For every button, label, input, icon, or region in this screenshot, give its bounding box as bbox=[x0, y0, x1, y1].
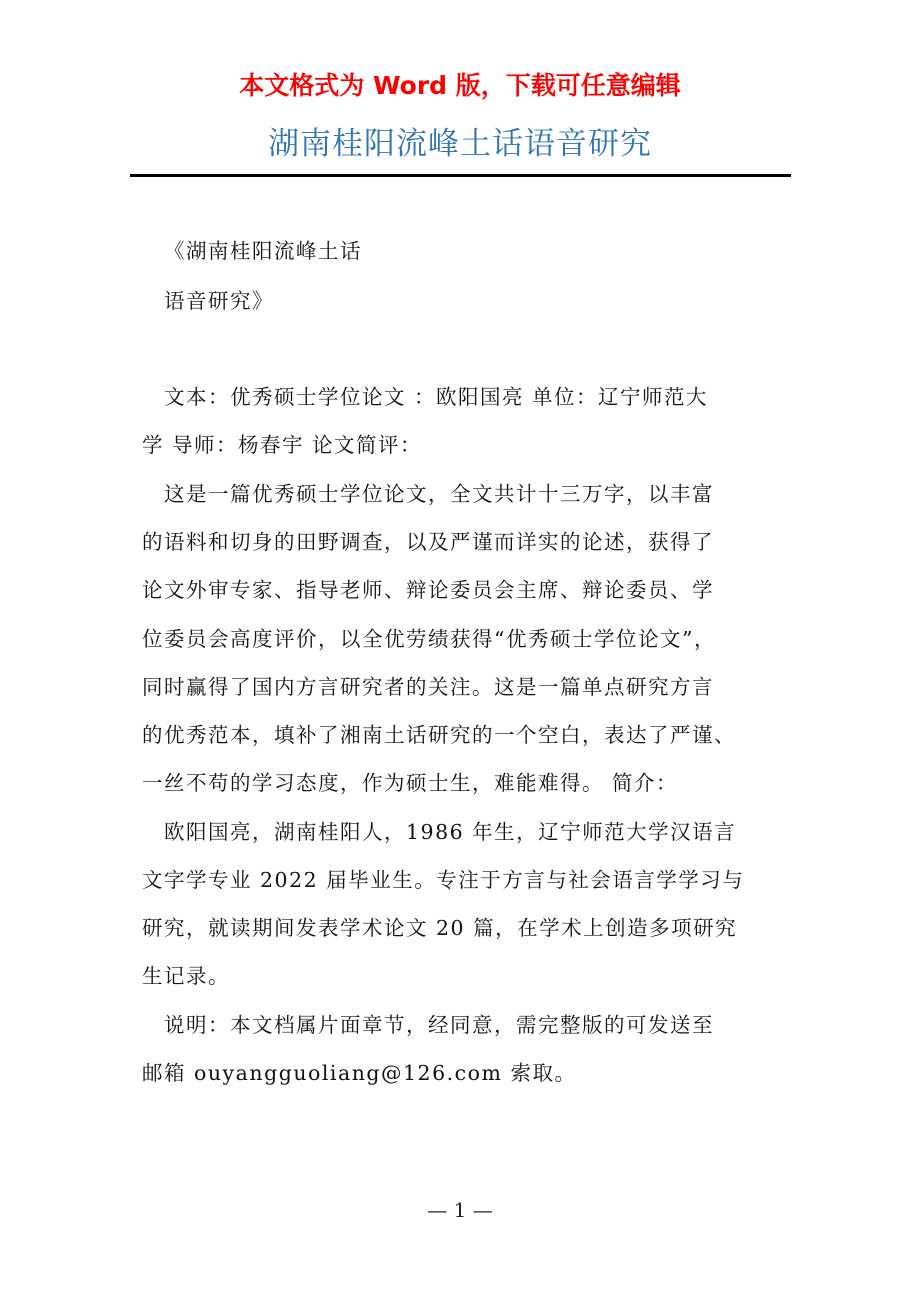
review-line: 同时赢得了国内方言研究者的关注。这是一篇单点研究方言 bbox=[142, 675, 714, 699]
bio-line: 文字学专业 2022 届毕业生。专注于方言与社会语言学学习与 bbox=[142, 868, 745, 892]
book-title-line: 语音研究》 bbox=[164, 289, 274, 313]
bio-line: 研究，就读期间发表学术论文 20 篇，在学术上创造多项研究 bbox=[142, 916, 738, 940]
note-line: 说明：本文档属片面章节，经同意，需完整版的可发送至 bbox=[164, 1013, 714, 1037]
review-line: 位委员会高度评价，以全优劳绩获得“优秀硕士学位论文”， bbox=[142, 627, 716, 651]
note-line: 邮箱 ouyangguoliang@126.com 索取。 bbox=[142, 1061, 577, 1085]
meta-line: 学 导师：杨春宇 论文简评： bbox=[142, 433, 423, 457]
book-title-line: 《湖南桂阳流峰土话 bbox=[164, 239, 362, 263]
page-number: — 1 — bbox=[427, 1198, 493, 1222]
document-title: 湖南桂阳流峰土话语音研究 bbox=[268, 126, 652, 162]
review-line: 的优秀范本，填补了湘南土话研究的一个空白，表达了严谨、 bbox=[142, 723, 736, 747]
title-rule-divider bbox=[130, 174, 791, 177]
meta-line: 文本：优秀硕士学位论文 ：欧阳国亮 单位：辽宁师范大 bbox=[164, 385, 709, 409]
bio-line: 生记录。 bbox=[142, 964, 230, 988]
review-line: 的语料和切身的田野调查，以及严谨而详实的论述，获得了 bbox=[142, 530, 714, 554]
banner-notice: 本文格式为 Word 版，下载可任意编辑 bbox=[239, 71, 681, 100]
review-line: 论文外审专家、指导老师、辩论委员会主席、辩论委员、学 bbox=[142, 578, 714, 602]
review-line: 这是一篇优秀硕士学位论文，全文共计十三万字，以丰富 bbox=[164, 482, 714, 506]
bio-line: 欧阳国亮，湖南桂阳人，1986 年生，辽宁师范大学汉语言 bbox=[164, 820, 737, 844]
review-line: 一丝不苟的学习态度，作为硕士生，难能难得。 简介： bbox=[142, 771, 679, 795]
